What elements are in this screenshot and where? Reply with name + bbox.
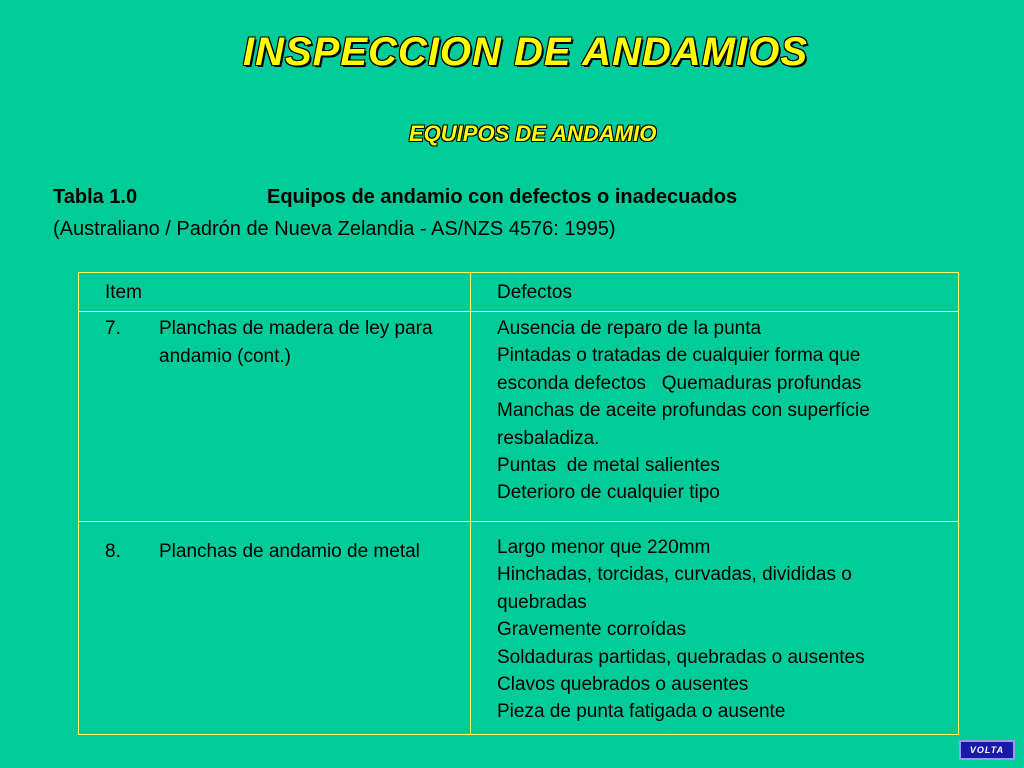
- page-subtitle: EQUIPOS DE ANDAMIO: [409, 121, 657, 146]
- defect-line: Largo menor que 220mm: [497, 537, 711, 558]
- table-label: Tabla 1.0: [53, 186, 138, 208]
- defect-line: Ausencia de reparo de la punta: [497, 318, 762, 339]
- defect-line: Pieza de punta fatigada o ausente: [497, 701, 786, 723]
- item-name: Planchas de andamio de metal: [159, 541, 420, 562]
- item-number: 8.: [105, 541, 121, 562]
- defect-line: Clavos quebrados o ausentes: [497, 674, 749, 696]
- item-cell: [79, 522, 471, 734]
- column-header-item: Item: [79, 273, 471, 311]
- defect-line: esconda defectos Quemaduras profundas: [497, 372, 862, 394]
- defects-cell: [471, 312, 958, 521]
- back-button[interactable]: VOLTA: [959, 740, 1015, 760]
- defect-line: Pintadas o tratadas de cualquier forma que: [497, 345, 861, 367]
- defect-line: quebradas: [497, 591, 587, 613]
- defect-line: Hinchadas, torcidas, curvadas, divididas o: [497, 564, 852, 586]
- defect-line: Puntas de metal salientes: [497, 455, 720, 477]
- defects-table: [78, 272, 959, 735]
- standard-reference: (Australiano / Padrón de Nueva Zelandia - AS/NZS 4576: 1995): [53, 218, 616, 240]
- defects-cell: [471, 522, 958, 734]
- page-title: INSPECCION DE ANDAMIOS: [243, 30, 809, 74]
- table-row: [79, 522, 958, 734]
- defect-line: Manchas de aceite profundas con superfície: [497, 400, 870, 422]
- defect-line: resbaladiza.: [497, 427, 600, 449]
- item-cell: [79, 312, 471, 521]
- table-row: [79, 312, 958, 522]
- table-header-row: [79, 273, 958, 312]
- defect-line: Deterioro de cualquier tipo: [497, 482, 720, 504]
- defect-line: Gravemente corroídas: [497, 619, 687, 641]
- item-name: Planchas de madera de ley para andamio (cont.): [159, 318, 433, 367]
- table-caption: [53, 186, 737, 209]
- defect-line: Soldaduras partidas, quebradas o ausentes: [497, 646, 865, 668]
- table-title: Equipos de andamio con defectos o inadecuados: [267, 186, 738, 208]
- item-number: 7.: [105, 318, 121, 339]
- column-header-defects: Defectos: [497, 282, 572, 303]
